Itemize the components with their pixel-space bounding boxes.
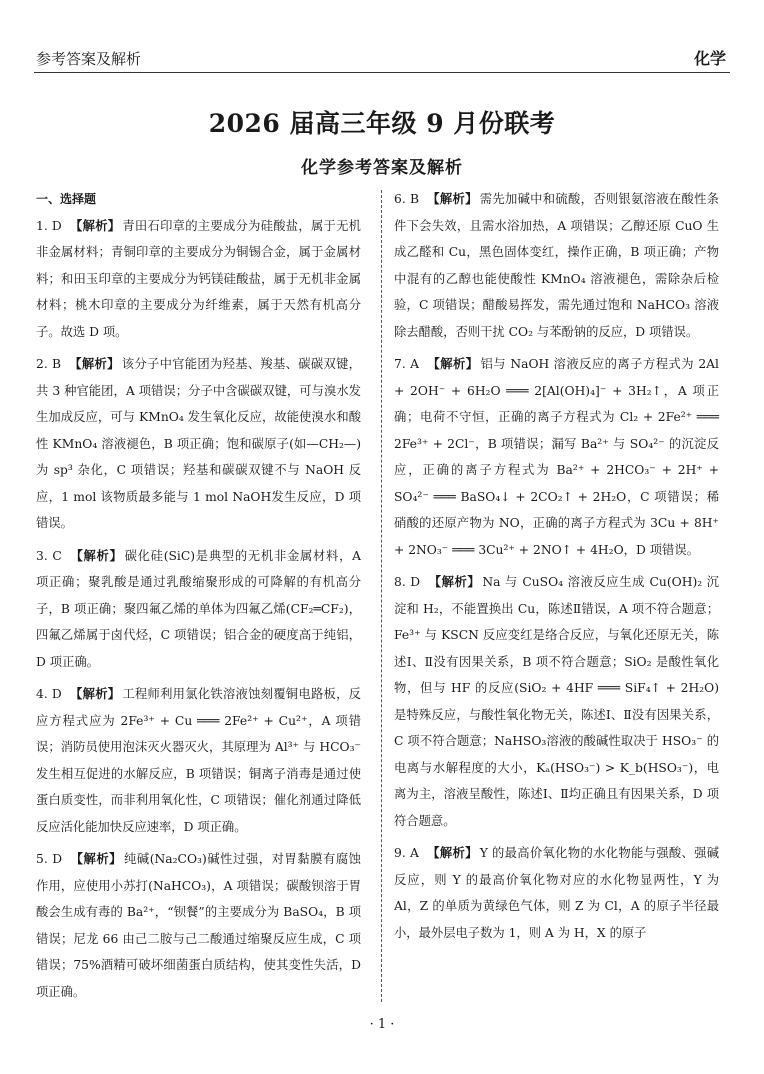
item-text: 工程师利用氯化铁溶液蚀刻覆铜电路板，反应方程式应为 2Fe³⁺ + Cu ═══ 2Fe²⁺ + Cu²⁺，A 项错误；消防员使用泡沫灭火器灭火，其原理为 Al³⁺ 与 HCO₃⁻ 发生相互促进的水解反应，B 项错误；铜离子消毒是通过使蛋白质变性，而非利用氧化性，C 项错误；催化剂通过降低反应活化能加快反应速率，D 项正确。 xyxy=(36,687,361,834)
column-divider xyxy=(381,190,382,1002)
item-text: 该分子中官能团为羟基、羧基、碳碳双键，共 3 种官能团，A 项错误；分子中含碳碳双键，可与溴水发生加成反应，可与 KMnO₄ 发生氧化反应，故能使溴水和酸性 KMnO₄ 溶液褪色，B 项正确；饱和碳原子(如—CH₂—)为 sp³ 杂化，C 项错误；羟基和碳碳双键不与 NaOH 反应，1 mol 该物质最多能与 1 mol NaOH发生反应，D 项错误。 xyxy=(36,357,361,530)
answer-item-4 xyxy=(36,681,361,840)
item-text: 青田石印章的主要成分为硅酸盐，属于无机非金属材料；青铜印章的主要成分为铜锡合金，属于金属材料；和田玉印章的主要成分为钙镁硅酸盐，属于无机非金属材料；桃木印章的主要成分为纤维素，属于天然有机高分子。故选 D 项。 xyxy=(36,218,361,339)
item-text: Na 与 CuSO₄ 溶液反应生成 Cu(OH)₂ 沉淀和 H₂，不能置换出 Cu，陈述Ⅱ错误，A 项不符合题意；Fe³⁺ 与 KSCN 反应变红是络合反应，与氧化还原无关，陈述Ⅰ、Ⅱ没有因果关系，B 项不符合题意；SiO₂ 是酸性氧化物，但与 HF 的反应(SiO₂ + 4HF ═══ SiF₄↑ + 2H₂O)是特殊反应，与酸性氧化物无关，陈述Ⅰ、Ⅱ没有因果关系，C 项不符合题意；NaHSO₃溶液的酸碱性取决于 HSO₃⁻ 的电离与水解程度的大小，Kₐ(HSO₃⁻) > K_b(HSO₃⁻)，电离为主，溶液呈酸性，陈述Ⅰ、Ⅱ均正确且有因果关系，D 项符合题意。 xyxy=(394,575,719,828)
answer-item-1 xyxy=(36,213,361,346)
analysis-tag: 【解析】 xyxy=(426,357,479,371)
item-text: 碳化硅(SiC)是典型的无机非金属材料，A 项正确；聚乳酸是通过乳酸缩聚形成的可降解的有机高分子，B 项正确；聚四氟乙烯的单体为四氟乙烯(CF₂═CF₂)，四氟乙烯属于卤代烃，C 项错误；铝合金的硬度高于纯铝，D 项正确。 xyxy=(36,548,361,669)
analysis-tag: 【解析】 xyxy=(427,192,478,206)
answer-item-5 xyxy=(36,846,361,1005)
page-subtitle: 化学参考答案及解析 xyxy=(301,158,463,178)
item-number: 5. D xyxy=(36,852,63,866)
answer-item-3 xyxy=(36,543,361,676)
answer-item-7 xyxy=(394,351,719,563)
answer-item-6 xyxy=(394,186,719,345)
item-number: 1. D xyxy=(36,218,62,233)
header-left-label: 参考答案及解析 xyxy=(36,50,142,68)
item-number: 6. B xyxy=(394,192,419,206)
item-number: 8. D xyxy=(394,575,421,589)
analysis-tag: 【解析】 xyxy=(69,548,123,563)
page-title: 2026 届高三年级 9 月份联考 xyxy=(208,109,556,138)
analysis-tag: 【解析】 xyxy=(69,357,120,371)
answer-item-8 xyxy=(394,569,719,834)
item-number: 2. B xyxy=(36,357,61,371)
item-number: 7. A xyxy=(394,357,419,371)
analysis-tag: 【解析】 xyxy=(428,575,481,589)
analysis-tag: 【解析】 xyxy=(69,687,121,701)
header-subject-label: 化学 xyxy=(693,49,726,68)
right-column xyxy=(394,186,719,952)
item-number: 3. C xyxy=(36,548,62,563)
analysis-tag: 【解析】 xyxy=(69,218,121,233)
item-text: 纯碱(Na₂CO₃)碱性过强，对胃黏膜有腐蚀作用，应使用小苏打(NaHCO₃)，A 项错误；碳酸钡溶于胃酸会生成有毒的 Ba²⁺，“钡餐”的主要成分为 BaSO₄，B 项错误；尼龙 66 由己二胺与己二酸通过缩聚反应生成，C 项错误；75%酒精可破坏细菌蛋白质结构，使其变性失活，D 项正确。 xyxy=(36,852,361,999)
item-text: 铝与 NaOH 溶液反应的离子方程式为 2Al + 2OH⁻ + 6H₂O ═══ 2[Al(OH)₄]⁻ + 3H₂↑，A 项正确；电荷不守恒，正确的离子方程式为 Cl₂ + 2Fe²⁺ ═══ 2Fe³⁺ + 2Cl⁻，B 项错误；漏写 Ba²⁺ 与 SO₄²⁻ 的沉淀反应，正确的离子方程式为 Ba²⁺ + 2HCO₃⁻ + 2H⁺ + SO₄²⁻ ═══ BaSO₄↓ + 2CO₂↑ + 2H₂O，C 项错误；稀硝酸的还原产物为 NO，正确的离子方程式为 3Cu + 8H⁺ + 2NO₃⁻ ═══ 3Cu²⁺ + 2NO↑ + 4H₂O，D 项错误。 xyxy=(394,357,719,557)
page-header xyxy=(34,44,730,73)
analysis-tag: 【解析】 xyxy=(426,846,478,860)
item-number: 4. D xyxy=(36,687,62,701)
analysis-tag: 【解析】 xyxy=(70,852,123,866)
section-heading: 一、选择题 xyxy=(36,192,97,206)
left-column xyxy=(36,186,361,1011)
answer-item-9 xyxy=(394,840,719,946)
page-number: · 1 · xyxy=(369,1017,395,1032)
answer-item-2 xyxy=(36,351,361,537)
item-text: 需先加碱中和硫酸，否则银氨溶液在酸性条件下会失效，且需水浴加热，A 项错误；乙醇还原 CuO 生成乙醛和 Cu，黑色固体变红，操作正确，B 项正确；产物中混有的乙醇也能使酸性 KMnO₄ 溶液褪色，需除杂后检验，C 项错误；醋酸易挥发，需先通过饱和 NaHCO₃ 溶液除去醋酸，否则干扰 CO₂ 与苯酚钠的反应，D 项错误。 xyxy=(394,192,719,339)
item-text: Y 的最高价氧化物的水化物能与强酸、强碱反应，则 Y 的最高价氧化物对应的水化物显两性，Y 为 Al，Z 的单质为黄绿色气体，则 Z 为 Cl，A 的原子半径最小，最外层电子数为 1，则 A 为 H，X 的原子 xyxy=(394,846,719,940)
item-number: 9. A xyxy=(394,846,419,860)
